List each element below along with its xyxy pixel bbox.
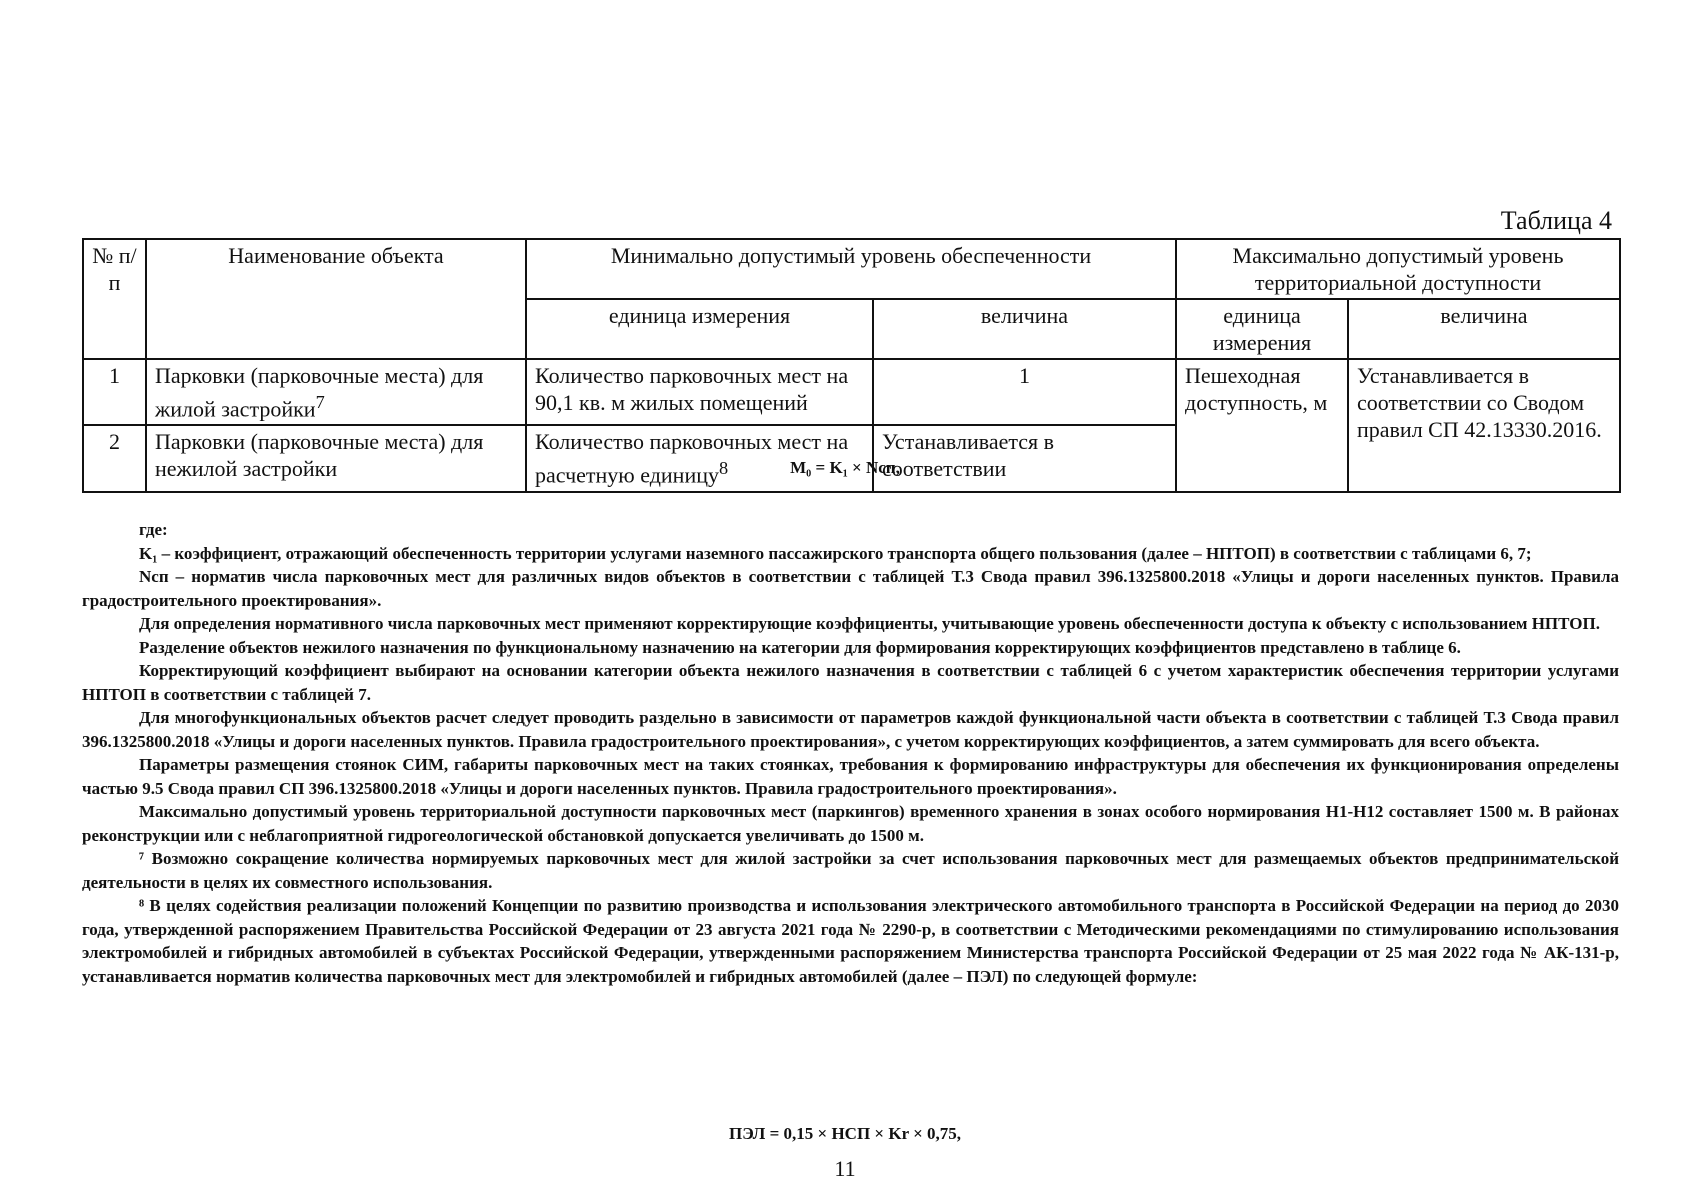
paragraph: Параметры размещения стоянок СИМ, габариты парковочных мест на таких стоянках, требования к формированию инфраструктуры для обеспечения их функционирования определены частью 9.5 Свода правил СП 396.1325800.2018 «Улицы и дороги населенных пунктов. Правила градостроительного проектирования». (82, 755, 1619, 798)
footnote-ref: 7 (315, 392, 325, 412)
table-row (83, 359, 1620, 425)
norms-table (82, 238, 1621, 493)
formula-pel: ПЭЛ = 0,15 × НСП × Kr × 0,75, (728, 1124, 962, 1143)
header-min-level: Минимально допустимый уровень обеспеченности (526, 239, 1176, 299)
row-name: Парковки (парковочные места) для нежилой застройки (146, 425, 526, 491)
paragraph: Корректирующий коэффициент выбирают на основании категории объекта нежилого назначения в соответствии с таблицей 6 с учетом характеристик обеспечения территории услугами НПТОП в соответствии с таблицей 7. (82, 661, 1619, 704)
header-value-2: величина (1348, 299, 1620, 359)
paragraph: K₁ – коэффициент, отражающий обеспеченность территории услугами наземного пассажирского транспорта общего пользования (далее – НПТОП) в соответствии с таблицами 6, 7; (139, 543, 1532, 563)
table-caption: Таблица 4 (1500, 206, 1612, 235)
paragraph: Для многофункциональных объектов расчет следует проводить раздельно в зависимости от параметров каждой функциональной части объекта в соответствии с таблицей Т.3 Свода правил 396.1325800.2018 «Улицы и дороги населенных пунктов. Правила градостроительного проектирования», с учетом корректирующих коэффициентов, а затем суммировать для всего объекта. (82, 708, 1619, 751)
row-value: 1 (873, 359, 1176, 425)
row-value: Устанавливается в соответствии (873, 425, 1176, 491)
header-unit-2: единица измерения (1176, 299, 1348, 359)
row-unit: Количество парковочных мест на расчетную единицу$^8$ (526, 425, 873, 491)
paragraph: Nсп – норматив числа парковочных мест для различных видов объектов в соответствии с таблицей Т.3 Свода правил 396.1325800.2018 «Улицы и дороги населенных пунктов. Правила градостроительного проектирования». (82, 567, 1619, 610)
row-unit: Количество парковочных мест на 90,1 кв. м жилых помещений (526, 359, 873, 425)
header-max-level: Максимально допустимый уровень территориальной доступности (1176, 239, 1620, 299)
row-name: Парковки (парковочные места) для жилой застройки$^7$ (146, 359, 526, 425)
footnote: ⁷ Возможно сокращение количества нормируемых парковочных мест для жилой застройки за счет использования парковочных мест для размещаемых объектов предпринимательской деятельности в целях их совместного использования. (82, 849, 1619, 892)
paragraph: Максимально допустимый уровень территориальной доступности парковочных мест (паркингов) временного хранения в зонах особого нормирования Н1-Н12 составляет 1500 м. В районах реконструкции или с неблагоприятной гидрогеологической обстановкой допускается увеличивать до 1500 м. (82, 802, 1619, 845)
table-header-row (83, 239, 1620, 299)
paragraph: где: (139, 520, 168, 539)
header-num: № п/п (83, 239, 146, 359)
paragraph: Разделение объектов нежилого назначения по функциональному назначению на категории для формирования корректирующих коэффициентов представлено в таблице 6. (139, 637, 1461, 657)
footnote-ref: 8 (719, 458, 729, 479)
row-num: 1 (83, 359, 146, 425)
paragraph: Для определения нормативного числа парковочных мест применяют корректирующие коэффициенты, учитывающие уровень обеспеченности доступа к объекту с использованием НПТОП. (139, 614, 1600, 633)
row-value-2: Устанавливается в соответствии со Сводом правил СП 42.13330.2016. (1348, 359, 1620, 492)
header-unit: единица измерения (526, 299, 873, 359)
body-text (82, 518, 1619, 988)
row-num: 2 (83, 425, 146, 491)
footnote: ⁸ В целях содействия реализации положений Концепции по развитию производства и использования электрического автомобильного транспорта в Российской Федерации на период до 2030 года, утвержденной распоряжением Правительства Российской Федерации от 23 августа 2021 года № 2290-р, в соответствии с Методическими рекомендациями по стимулированию использования электромобилей и гибридных автомобилей в субъектах Российской Федерации, утвержденными распоряжением Министерства транспорта Российской Федерации от 25 мая 2022 года № АК-131-р, устанавливается норматив количества парковочных мест для электромобилей и гибридных автомобилей (далее – ПЭЛ) по следующей формуле: (82, 896, 1619, 986)
page-number: 11 (834, 1156, 856, 1181)
header-value: величина (873, 299, 1176, 359)
row-unit-2: Пешеходная доступность, м (1176, 359, 1348, 492)
formula-m0: M₀ = K₁ × Nсп, (790, 458, 900, 477)
header-name: Наименование объекта (146, 239, 526, 359)
